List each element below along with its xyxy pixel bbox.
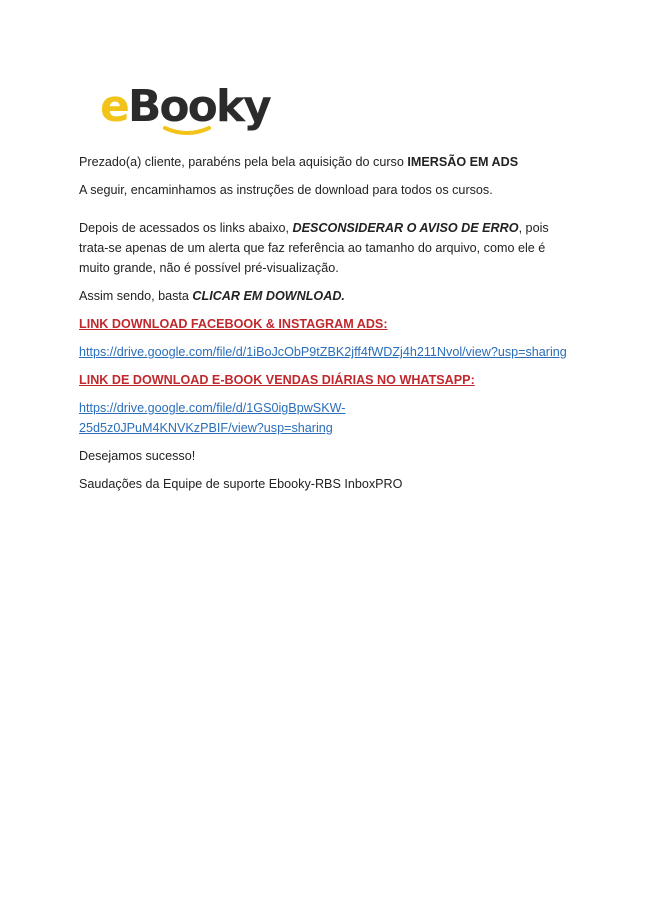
- whatsapp-link-line-1[interactable]: https://drive.google.com/file/d/1GS0igBpwSKW-: [79, 401, 346, 415]
- warning-paragraph: [79, 218, 579, 278]
- logo-wordmark: [100, 82, 270, 132]
- course-name: IMERSÃO EM ADS: [407, 155, 519, 169]
- logo-booky-text: Booky: [127, 81, 270, 132]
- smile-icon: [162, 126, 212, 136]
- letter-body: [79, 152, 579, 494]
- greeting-text: Prezado(a) cliente, parabéns pela bela aquisição do curso: [79, 155, 408, 169]
- whatsapp-ebook-download-link[interactable]: [79, 398, 579, 438]
- ebooky-logo: [100, 82, 270, 142]
- whatsapp-link-line-2[interactable]: 25d5z0JPuM4KNVKzPBIF/view?usp=sharing: [79, 421, 333, 435]
- click-paragraph: [79, 286, 579, 306]
- intro-paragraph: A seguir, encaminhamos as instruções de download para todos os cursos.: [79, 183, 493, 197]
- closing-text: Desejamos sucesso!: [79, 449, 196, 463]
- warning-suffix: , pois trata-se apenas de um alerta que faz referência ao tamanho do arquivo, como ele é muito grande, não é possível pré-visualização.: [79, 221, 549, 275]
- warning-prefix: Depois de acessados os links abaixo,: [79, 221, 293, 235]
- greeting-paragraph: [79, 152, 579, 172]
- whatsapp-ebook-heading: LINK DE DOWNLOAD E-BOOK VENDAS DIÁRIAS NO WHATSAPP:: [79, 373, 475, 387]
- click-emphasis: CLICAR EM DOWNLOAD.: [192, 289, 345, 303]
- signature-text: Saudações da Equipe de suporte Ebooky-RBS InboxPRO: [79, 477, 403, 491]
- facebook-instagram-download-link[interactable]: https://drive.google.com/file/d/1iBoJcObP9tZBK2jff4fWDZj4h211Nvol/view?usp=sharing: [79, 345, 567, 359]
- warning-emphasis: DESCONSIDERAR O AVISO DE ERRO: [292, 221, 519, 235]
- facebook-instagram-heading: LINK DOWNLOAD FACEBOOK & INSTAGRAM ADS:: [79, 317, 388, 331]
- click-prefix: Assim sendo, basta: [79, 289, 193, 303]
- logo-e-letter: e: [100, 81, 128, 132]
